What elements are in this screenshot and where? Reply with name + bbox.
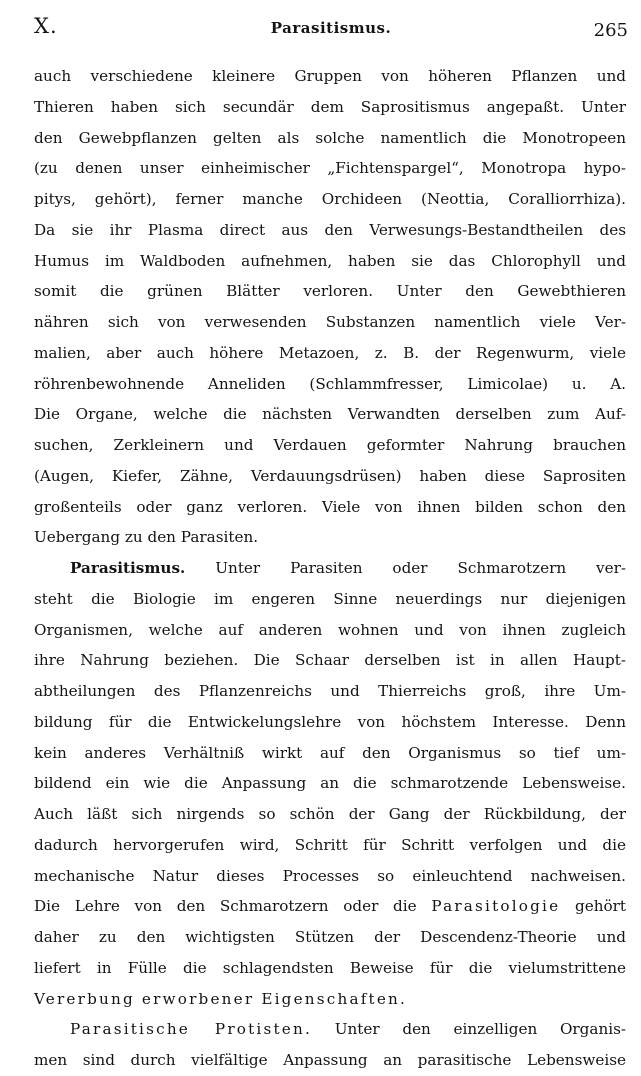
text-line: malien, aber auch höhere Metazoen, z. B. der Regenwurm, viele — [34, 343, 626, 362]
body-text — [34, 61, 626, 1076]
text-line: (zu denen unser einheimischer „Fichtenspargel“, Monotropa hypo- — [34, 159, 626, 178]
text-line: men sind durch vielfältige Anpassung an parasitische Lebensweise — [34, 1051, 626, 1069]
text-line: großenteils oder ganz verloren. Viele von ihnen bilden schon den — [34, 497, 626, 516]
text-line: daher zu den wichtigsten Stützen der Descendenz-Theorie und — [34, 928, 626, 946]
section-heading-parasitismus: Parasitismus. — [70, 559, 186, 577]
text-line: Thieren haben sich secundär dem Saprositismus angepaßt. Unter — [34, 97, 626, 116]
text-line: abtheilungen des Pflanzenreichs und Thierreichs groß, ihre Um- — [34, 682, 626, 700]
text-line: dadurch hervorgerufen wird, Schritt für Schritt verfolgen und die — [34, 835, 626, 854]
text-line: suchen, Zerkleinern und Verdauen geformter Nahrung brauchen — [34, 436, 626, 454]
text-line: ihre Nahrung beziehen. Die Schaar derselben ist in allen Haupt- — [34, 651, 626, 670]
paragraph-parasitismus-first-line — [34, 553, 626, 584]
chapter-number: X. — [34, 14, 58, 38]
text-line: Da sie ihr Plasma direct aus den Verwesungs-Bestandtheilen des — [34, 220, 626, 239]
section-heading-protisten: Parasitische Protisten. — [70, 1020, 312, 1039]
page-number: 265 — [593, 20, 628, 41]
text-line-parasitologie — [34, 891, 626, 922]
text-line: pitys, gehört), ferner manche Orchideen (Neottia, Coralliorrhiza). — [34, 190, 626, 208]
text-fragment: Die Lehre von den Schmarotzern oder die — [34, 897, 417, 916]
text-line: (Augen, Kiefer, Zähne, Verdauungsdrüsen) haben diese Saprositen — [34, 466, 626, 485]
text-line: nähren sich von verwesenden Substanzen namentlich viele Ver- — [34, 313, 626, 331]
text-line: Humus im Waldboden aufnehmen, haben sie das Chlorophyll und — [34, 251, 626, 270]
text-line: röhrenbewohnende Anneliden (Schlammfresser, Limicolae) u. A. — [34, 374, 626, 393]
paragraph-protisten-first-line — [34, 1014, 626, 1045]
text-fragment: Unter den einzelligen Organis- — [334, 1020, 627, 1039]
term-vererbung: Vererbung erworbener Eigenschaften. — [34, 989, 408, 1008]
text-line: Uebergang zu den Parasiten. — [34, 528, 259, 547]
text-line: somit die grünen Blätter verloren. Unter den Gewebthieren — [34, 282, 626, 301]
text-line: bildend ein wie die Anpassung an die schmarotzende Lebensweise. — [34, 774, 626, 793]
term-parasitologie: Parasitologie — [431, 897, 561, 916]
text-line: bildung für die Entwickelungslehre von höchstem Interesse. Denn — [34, 712, 626, 731]
running-header — [34, 14, 628, 44]
text-line: steht die Biologie im engeren Sinne neuerdings nur diejenigen — [34, 589, 626, 608]
text-line: Die Organe, welche die nächsten Verwandten derselben zum Auf- — [34, 405, 626, 424]
text-line: kein anderes Verhältniß wirkt auf den Organismus so tief um- — [34, 743, 626, 762]
text-fragment: gehört — [575, 897, 627, 916]
text-line: mechanische Natur dieses Processes so einleuchtend nachweisen. — [34, 866, 626, 885]
text-line: den Gewebpflanzen gelten als solche namentlich die Monotropeen — [34, 128, 626, 147]
text-line: Organismen, welche auf anderen wohnen und von ihnen zugleich — [34, 620, 626, 639]
text-line: Auch läßt sich nirgends so schön der Gang der Rückbildung, der — [34, 805, 626, 823]
text-line: auch verschiedene kleinere Gruppen von höheren Pflanzen und — [34, 67, 626, 85]
text-fragment: Unter Parasiten oder Schmarotzern ver- — [215, 559, 627, 577]
running-title: Parasitismus. — [270, 19, 392, 37]
text-line: liefert in Fülle die schlagendsten Beweise für die vielumstrittene — [34, 958, 626, 977]
